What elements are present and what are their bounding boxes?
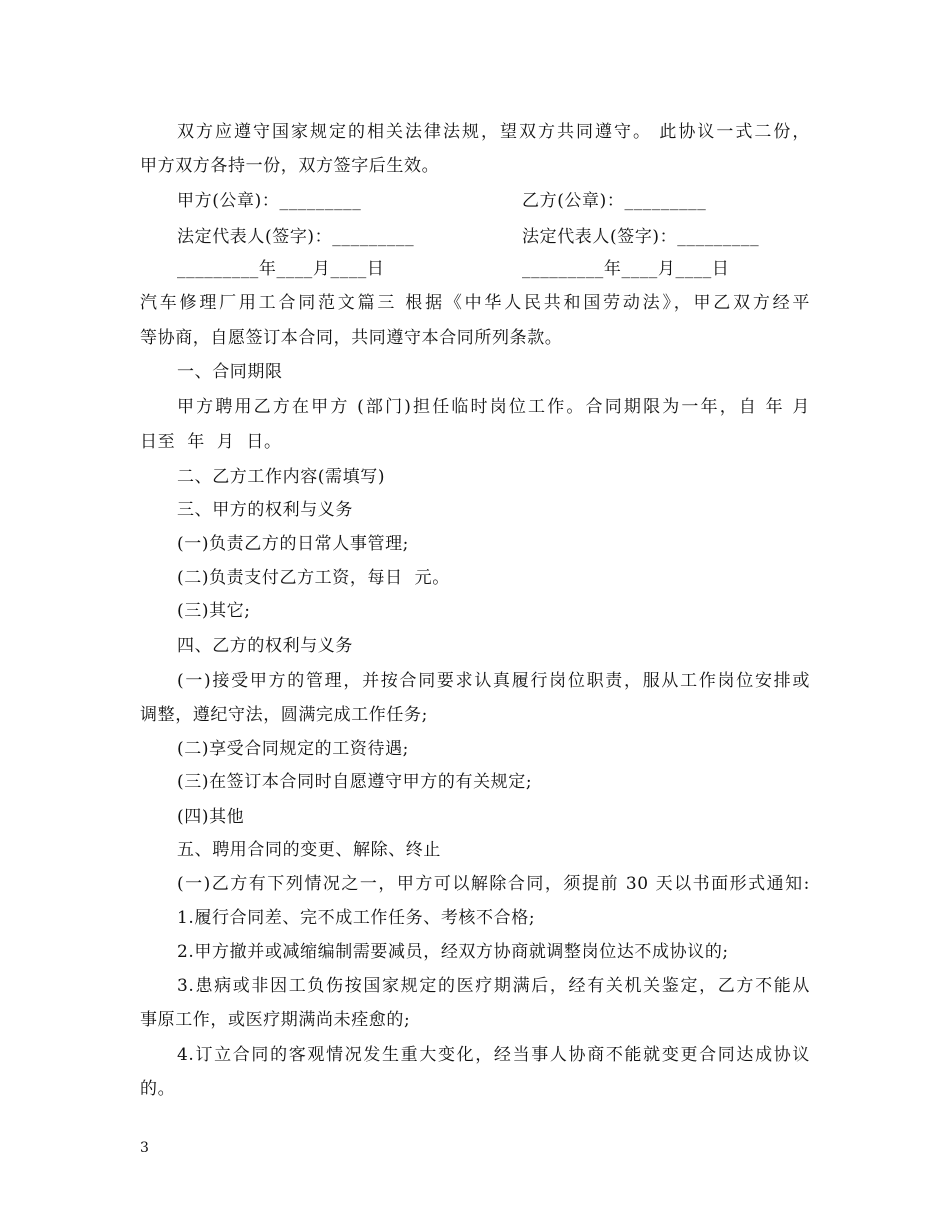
heading-line: 五、聘用合同的变更、解除、终止 [177, 840, 441, 860]
list-item-line: (二)享受合同规定的工资待遇; [177, 739, 409, 759]
heading-line: 一、合同期限 [177, 362, 283, 382]
paragraph-line: 日至 年 月 日。 [140, 432, 282, 452]
party-b-date-line: _________年____月____日 [522, 259, 730, 279]
list-item-line: (一)乙方有下列情况之一，甲方可以解除合同，须提前 30 天以书面形式通知: [177, 874, 810, 894]
heading-line: 三、甲方的权利与义务 [177, 500, 353, 520]
paragraph-line: 双方应遵守国家规定的相关法律法规，望双方共同遵守。 此协议一式二份， [177, 122, 810, 142]
list-item-line: (三)其它; [177, 601, 251, 621]
paragraph-line: 等协商，自愿签订本合同，共同遵守本合同所列条款。 [140, 328, 563, 348]
list-item-line: (一)负责乙方的日常人事管理; [177, 534, 409, 554]
list-item-line: 调整，遵纪守法，圆满完成工作任务; [140, 705, 428, 725]
list-item-line: 1.履行合同差、完不成工作任务、考核不合格; [177, 908, 536, 928]
party-a-representative-line: 法定代表人(签字)：_________ [177, 227, 415, 247]
party-a-seal-line: 甲方(公章)：_________ [177, 191, 362, 211]
section-title-line: 汽车修理厂用工合同范文篇三 根据《中华人民共和国劳动法》，甲乙双方经平 [140, 293, 810, 313]
list-item-line: 的。 [140, 1079, 176, 1099]
page-number: 3 [140, 1140, 149, 1156]
list-item-line: (三)在签订本合同时自愿遵守甲方的有关规定; [177, 772, 533, 792]
list-item-line: 4.订立合同的客观情况发生重大变化，经当事人协商不能就变更合同达成协议 [177, 1045, 810, 1065]
party-b-representative-line: 法定代表人(签字)：_________ [522, 227, 760, 247]
heading-line: 四、乙方的权利与义务 [177, 636, 353, 656]
party-a-date-line: _________年____月____日 [177, 259, 385, 279]
list-item-line: 3.患病或非因工负伤按国家规定的医疗期满后，经有关机关鉴定，乙方不能从 [177, 976, 810, 996]
party-b-seal-line: 乙方(公章)：_________ [522, 191, 707, 211]
paragraph-line: 甲方双方各持一份，双方签字后生效。 [140, 156, 440, 176]
list-item-line: (二)负责支付乙方工资，每日 元。 [177, 568, 450, 588]
list-item-line: 事原工作，或医疗期满尚未痊愈的; [140, 1010, 411, 1030]
heading-line: 二、乙方工作内容(需填写) [177, 467, 386, 487]
list-item-line: 2.甲方撤并或减缩编制需要减员，经双方协商就调整岗位达不成协议的; [177, 942, 729, 962]
list-item-line: (四)其他 [177, 807, 245, 827]
list-item-line: (一)接受甲方的管理，并按合同要求认真履行岗位职责，服从工作岗位安排或 [177, 671, 810, 691]
paragraph-line: 甲方聘用乙方在甲方 (部门)担任临时岗位工作。合同期限为一年，自 年 月 [177, 397, 810, 417]
